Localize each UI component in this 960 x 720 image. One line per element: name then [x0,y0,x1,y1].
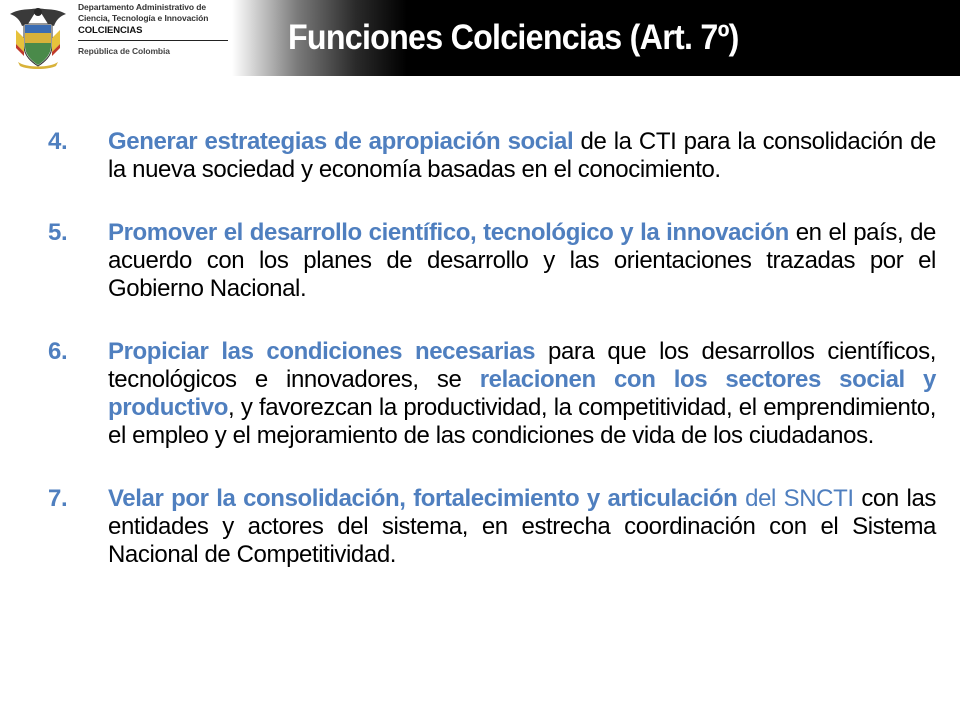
item-highlight: Propiciar las condiciones necesarias [108,338,536,365]
slide-header [0,0,960,76]
item-number: 4. [48,128,68,155]
item-text: de la CTI para la consolidación de la nueva sociedad y economía basadas en el conocimiento. [108,128,936,183]
org-country: República de Colombia [78,45,170,56]
item-highlight: Generar estrategias de apropiación social [108,128,574,155]
item-text: , y favorezcan la productividad, la competitividad, el emprendimiento, el empleo y el mejoramiento de las condiciones de vida de los ciudadanos. [108,394,936,449]
logo-block [0,0,232,76]
org-line-1: Departamento Administrativo de [78,2,206,12]
item-number: 7. [48,485,68,512]
item-text: en el país, de acuerdo con los planes de desarrollo y las orientaciones trazadas por el Gobierno Nacional. [108,219,936,302]
org-name: COLCIENCIAS [78,26,228,41]
list-item [48,128,936,184]
item-highlight: relacionen con los sectores social y productivo [108,366,937,421]
item-number: 6. [48,338,68,365]
item-number: 5. [48,219,68,246]
function-list [48,128,936,569]
item-highlight: Promover el desarrollo científico, tecnológico y la innovación [108,219,789,246]
item-acronym: SNCTI [783,485,854,512]
list-item [48,338,936,450]
list-item [48,485,936,569]
item-highlight: Velar por la consolidación, fortalecimiento y articulación [108,485,738,512]
organization-text [78,2,228,56]
org-line-2: Ciencia, Tecnología e Innovación [78,12,209,23]
item-text: con las entidades y actores del sistema, en estrecha coordinación con el Sistema Nacional de Competitividad. [108,485,936,568]
list-item [48,219,936,303]
colombia-coat-of-arms-icon [6,4,70,70]
slide-title: Funciones Colciencias (Art. 7º) [288,18,739,57]
item-text: del [737,485,776,512]
item-text: para que los desarrollos científicos, tecnológicos e innovadores, se [108,338,936,393]
